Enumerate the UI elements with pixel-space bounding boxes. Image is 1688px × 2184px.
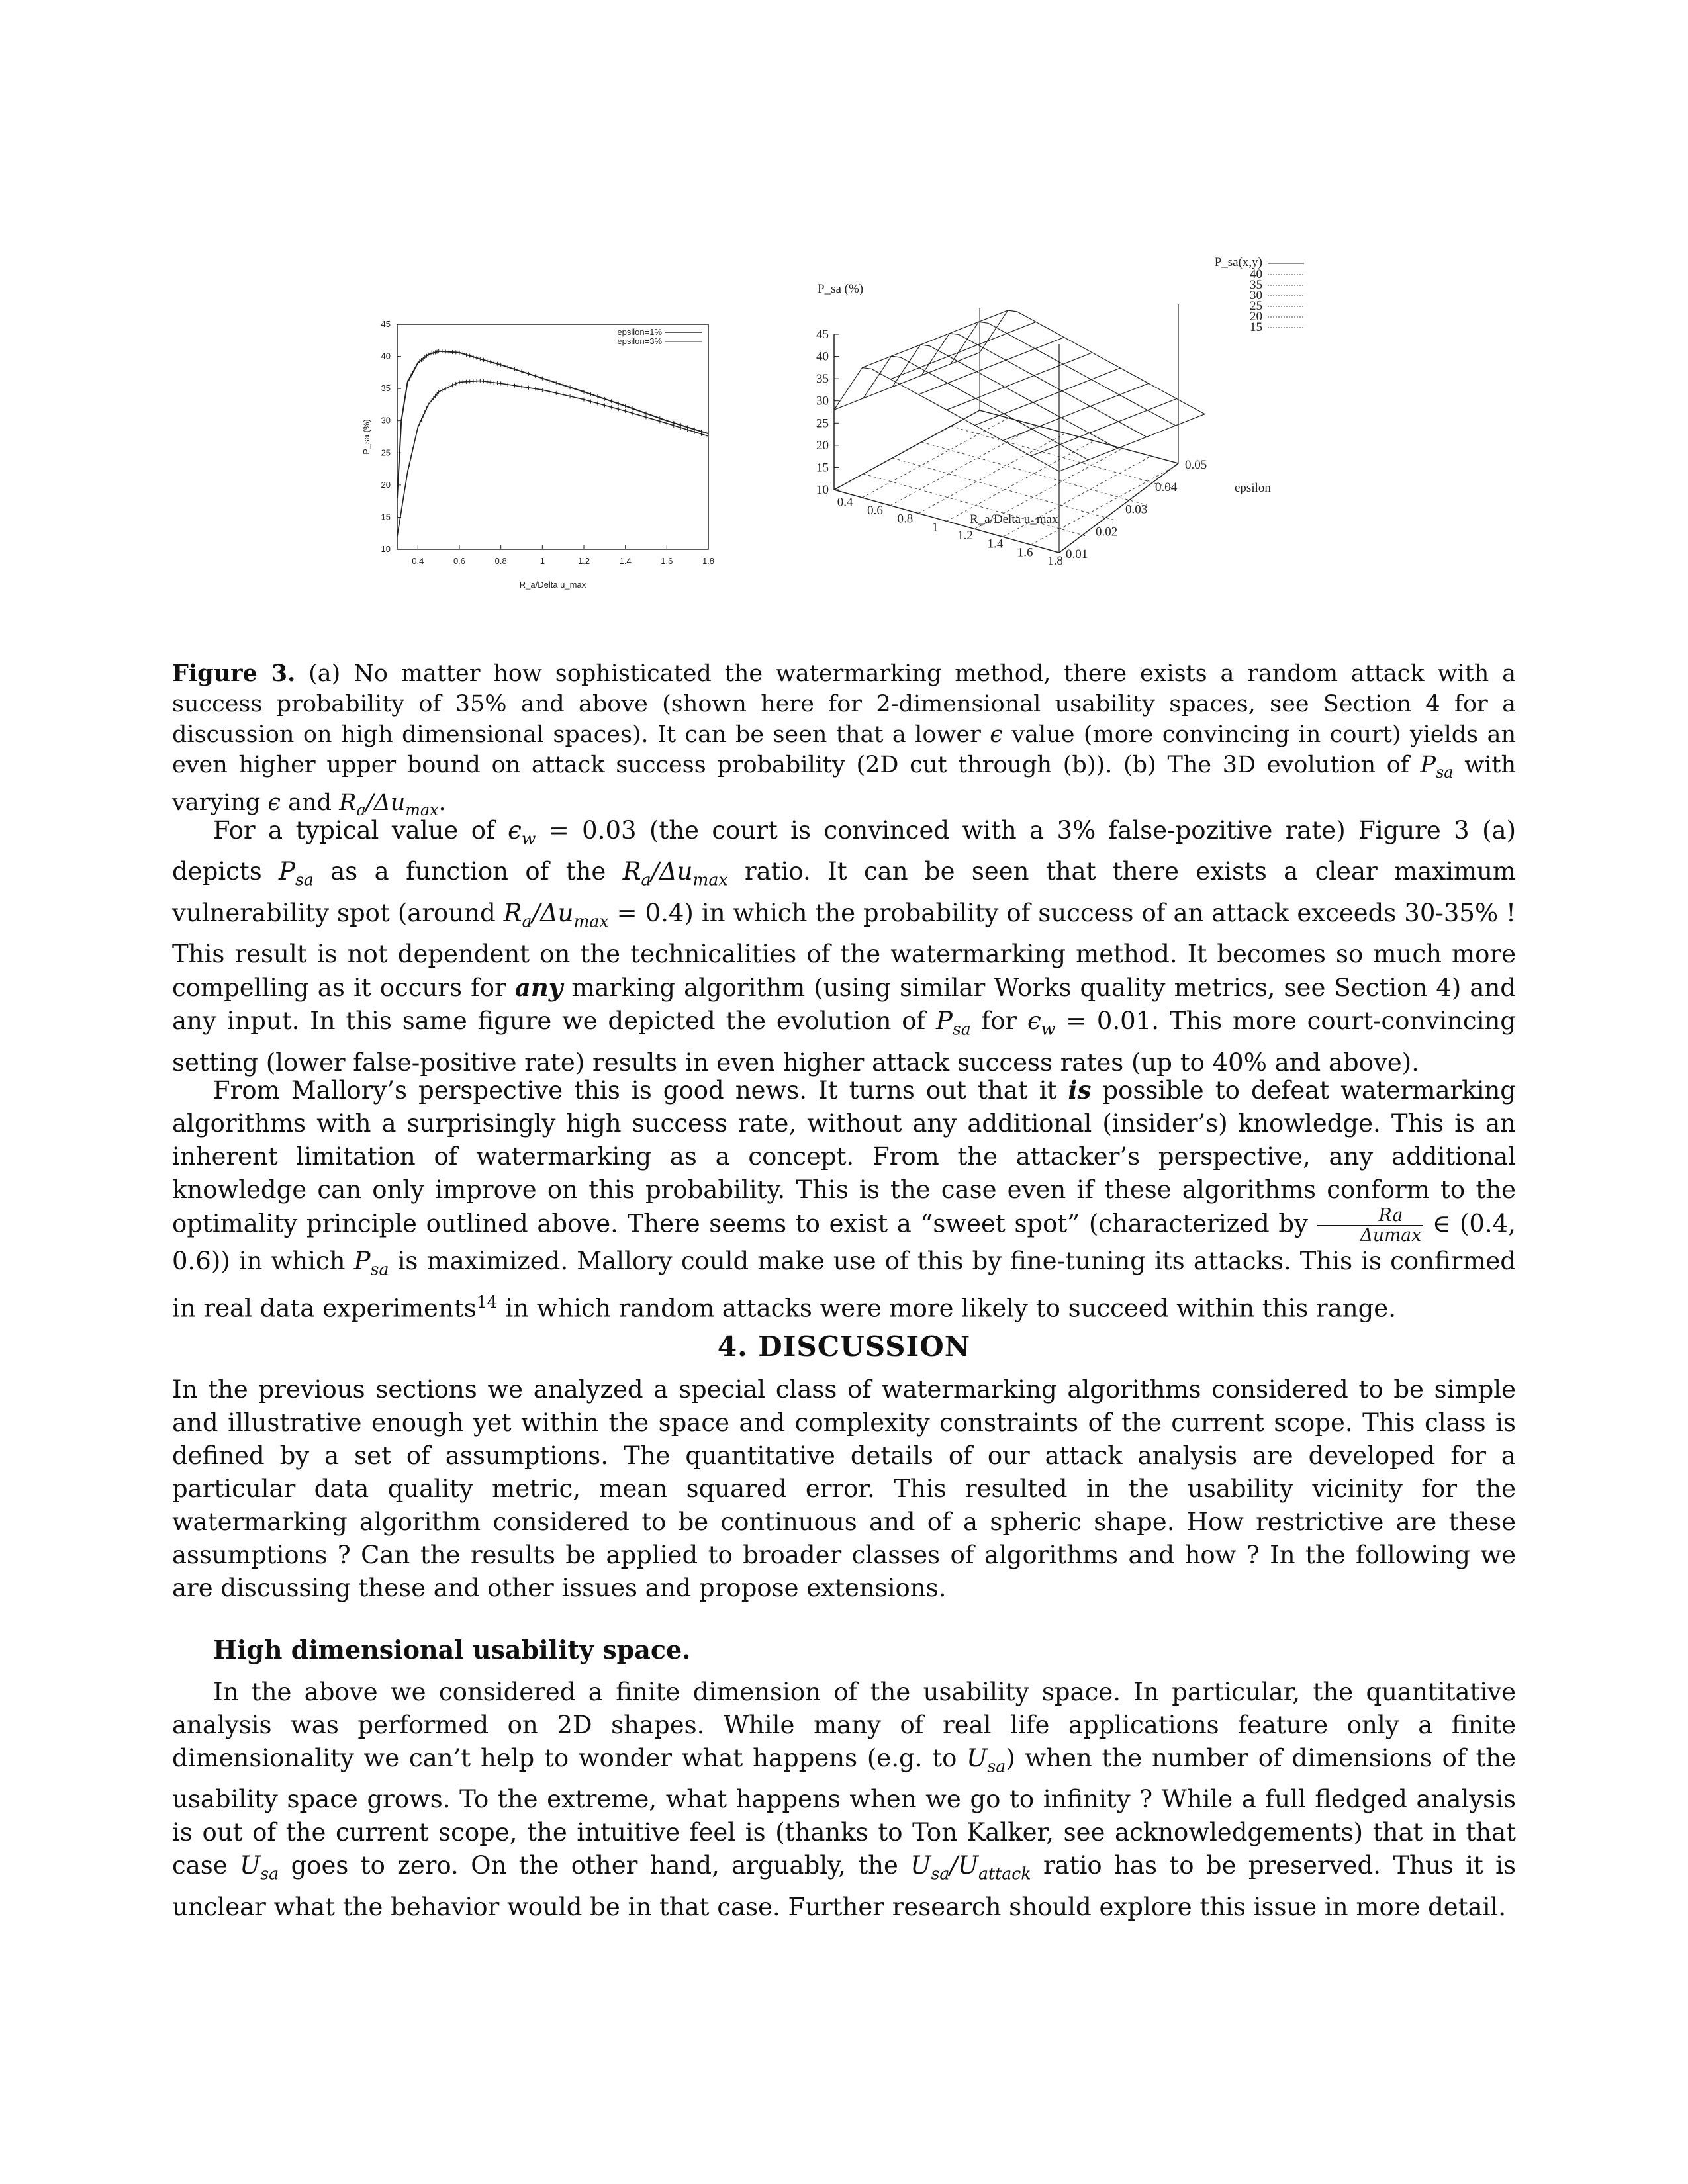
z-tick-label-5: 35 [816, 372, 829, 387]
y-tick-label-3d-1: 0.02 [1096, 525, 1118, 539]
base-grid-v-2 [892, 458, 1117, 521]
y-tick-label-3: 25 [381, 447, 391, 458]
legend-3d [1215, 255, 1304, 334]
legend-title-3d: P_sa(x,y) [1214, 255, 1262, 269]
y-tick-label-0: 10 [381, 544, 391, 554]
x-tick-label-3d-3: 1 [931, 520, 939, 535]
x-tick-group [837, 495, 1063, 568]
x-tick-label-3d-5: 1.4 [987, 537, 1004, 551]
caption-psa: $P_{sa}$ [1420, 752, 1454, 782]
surface-line-u-8 [1059, 414, 1205, 471]
base-grid-v-4 [951, 426, 1176, 489]
surface-line-v-5 [980, 310, 1205, 414]
base-grid-u-3 [919, 434, 1064, 514]
x-tick-label-7: 1.8 [702, 556, 715, 566]
caption-end: . [438, 790, 446, 816]
caption-text-4: and [281, 790, 340, 816]
z-tick-label-7: 45 [816, 328, 829, 341]
figure-3b-surface-plot [781, 245, 1311, 576]
figure-caption [172, 659, 1516, 825]
x-tick-label-4: 1.2 [577, 556, 590, 566]
z-tick-label-4: 30 [816, 394, 829, 408]
plot-frame [397, 324, 708, 549]
base-grid-u-4 [947, 442, 1092, 522]
legend-3d-entry-1: 35 [1250, 278, 1262, 292]
z-tick-label-6: 40 [816, 349, 829, 364]
legend-3d-entry-0: 40 [1250, 267, 1262, 281]
surface-mesh [834, 310, 1205, 471]
z-tick-label-0: 10 [816, 483, 829, 497]
surface-line-u-4 [947, 353, 1092, 410]
paragraph-1: For a typical value of $\epsilon_w = 0.03$ (the court is convinced with a 3% false-pozitive rate) Figure 3 (a) depicts $P_{sa}$ as a function of the $R_a/\Delta u_{max}$ ratio. It can be seen that there exists a clear maximum vulnerability spot (around $R_a/\Delta u_{max} = 0.4$) in which the probability of success of an attack exceeds 30-35% ! This result is not dependent on the technicalities of the watermarking method. It becomes so much more compelling as it occurs for any marking algorithm (using similar Works quality metrics, see Section 4) and any input. In this same figure we depicted the evolution of $P_{sa}$ for $\epsilon_w = 0.01$. This more court-convincing setting (lower false-positive rate) results in even higher attack success rates (up to 40% and above). [172, 816, 1517, 1077]
z-tick-group [816, 328, 839, 497]
base-grid-u-1 [863, 418, 1008, 498]
y-tick-label-6: 40 [381, 351, 391, 361]
tick-group [381, 319, 715, 566]
caption-epsilon: ϵ [990, 721, 1003, 748]
surface-line-u-7 [1031, 398, 1177, 455]
y-tick-label-4: 30 [381, 415, 391, 426]
x-axis-label: R_a/Delta u_max [519, 580, 586, 590]
legend-entry-1: epsilon=1% [617, 327, 662, 337]
x-axis-label-3d: R_a/Delta u_max [970, 512, 1058, 526]
x-tick-label-3d-1: 0.6 [867, 504, 883, 518]
surface-line-u-6 [1003, 383, 1149, 440]
y-tick-group [1066, 458, 1207, 561]
section-heading: 4. DISCUSSION [717, 1330, 971, 1363]
y-tick-label-2: 20 [381, 479, 391, 490]
legend-3d-entry-3: 25 [1250, 299, 1262, 313]
x-tick-label-0: 0.4 [412, 556, 424, 566]
caption-text-2: value (more convincing in court) yields an even higher upper bound on attack success probability (2D cut through (b)). (b) The 3D evolution of [172, 721, 1517, 778]
x-tick-label-3d-2: 0.8 [897, 512, 914, 526]
series-line-1 [397, 381, 708, 536]
legend-entry-2: epsilon=3% [617, 336, 662, 346]
x-tick-label-1: 0.6 [453, 556, 466, 566]
z-tick-label-3: 25 [816, 416, 829, 431]
x-tick-label-5: 1.4 [619, 556, 632, 566]
surface-line-u-1 [863, 310, 1008, 367]
caption-text-1: (a) No matter how sophisticated the watermarking method, there exists a random attack with a success probability of 35% and above (shown here for 2-dimensional usability spaces, see Section 4 for a discussion on high dimensional spaces). It can be seen that a lower [172, 660, 1517, 748]
base-grid-v-1 [863, 474, 1088, 537]
figure-3a-line-chart [357, 319, 755, 602]
x-tick-label-3d-7: 1.8 [1047, 554, 1063, 568]
y-tick-label-3d-4: 0.05 [1185, 458, 1207, 472]
base-grid-v-3 [921, 442, 1147, 505]
paragraph-3: In the previous sections we analyzed a special class of watermarking algorithms considered to be simple and illustrative enough yet within the space and complexity constraints of the current scope. This class is defined by a set of assumptions. The quantitative details of our attack analysis are developed for a particular data quality metric, mean squared error. This resulted in the usability vicinity for the watermarking algorithm considered to be continuous and of a spheric shape. How restrictive are these assumptions ? Can the results be applied to broader classes of algorithms and how ? In the following we are discussing these and other issues and propose extensions. [172, 1375, 1516, 1602]
legend-3d-entry-2: 30 [1250, 289, 1262, 302]
x-tick-label-6: 1.6 [661, 556, 673, 566]
fraction-ra-over-delta-umax: $\frac{Ra}{\Delta umax}$ [1317, 1206, 1424, 1245]
base-frame [834, 410, 1178, 553]
z-tick-label-2: 20 [816, 438, 829, 453]
surface-line-u-3 [919, 338, 1064, 394]
y-tick-label-5: 35 [381, 383, 391, 394]
x-tick-label-3d-6: 1.6 [1017, 545, 1033, 560]
series-line-0 [397, 351, 708, 498]
subsection-heading: High dimensional usability space. [213, 1635, 691, 1664]
z-tick-label-1: 15 [816, 461, 829, 475]
caption-label: Figure 3. [172, 660, 296, 687]
paragraph-4: In the above we considered a finite dimension of the usability space. In particular, the quantitative analysis was performed on 2D shapes. While many of real life applications feature only a finite dimensionality we can’t help to wonder what happens (e.g. to $U_{sa}$) when the number of dimensions of the usability space grows. To the extreme, what happens when we go to infinity ? While a full fledged analysis is out of the current scope, the intuitive feel is (thanks to Ton Kalker, see acknowledgements) that in that case $U_{sa}$ goes to zero. On the other hand, arguably, the $U_{sa}/U_{attack}$ ratio has to be preserved. Thus it is unclear what the behavior would be in that case. Further research should explore this issue in more detail. [172, 1678, 1516, 1921]
x-tick-label-2: 0.8 [494, 556, 507, 566]
legend-3d-entry-5: 15 [1250, 320, 1262, 334]
legend [617, 327, 702, 346]
y-tick-label-3d-2: 0.03 [1125, 502, 1148, 517]
x-tick-label-3: 1 [539, 556, 545, 566]
y-tick-label-3d-0: 0.01 [1066, 547, 1088, 561]
y-axis-label: P_sa (%) [361, 419, 371, 455]
surface-line-u-5 [975, 368, 1121, 425]
legend-3d-entry-4: 20 [1250, 310, 1262, 324]
y-tick-label-7: 45 [381, 319, 391, 329]
y-axis-label-3d: epsilon [1235, 481, 1271, 495]
caption-text-3: with varying [172, 752, 1516, 816]
caption-ratio: $R_a/\Delta u_{max}$ [339, 790, 439, 819]
z-axis-label: P_sa (%) [818, 282, 864, 296]
x-tick-label-3d-4: 1.2 [957, 529, 973, 543]
legend-items [1250, 267, 1304, 334]
x-tick-label-3d-0: 0.4 [837, 495, 853, 510]
series-group [397, 349, 708, 539]
caption-epsilon-2: ϵ [267, 790, 281, 816]
paragraph-2: From Mallory’s perspective this is good news. It turns out that it is possible to defeat watermarking algorithms with a surprisingly high success rate, without any additional (insider’s) knowledge. This is an inherent limitation of watermarking as a concept. From the attacker’s perspective, any additional knowledge can only improve on this probability. This is the case even if these algorithms conform to the optimality principle outlined above. There seems to exist a “sweet spot” (characterized by $\frac{Ra}{\Delta umax}$ ∈ (0.4, 0.6)) in which $P_{sa}$ is maximized. Mallory could make use of this by fine-tuning its attacks. This is confirmed in real data experiments$^{14}$ in which random attacks were more likely to succeed within this range. [172, 1075, 1516, 1323]
base-grid-u-2 [890, 426, 1036, 506]
surface-line-u-2 [890, 322, 1036, 379]
y-tick-label-1: 15 [381, 512, 391, 522]
y-tick-label-3d-3: 0.04 [1155, 480, 1178, 494]
